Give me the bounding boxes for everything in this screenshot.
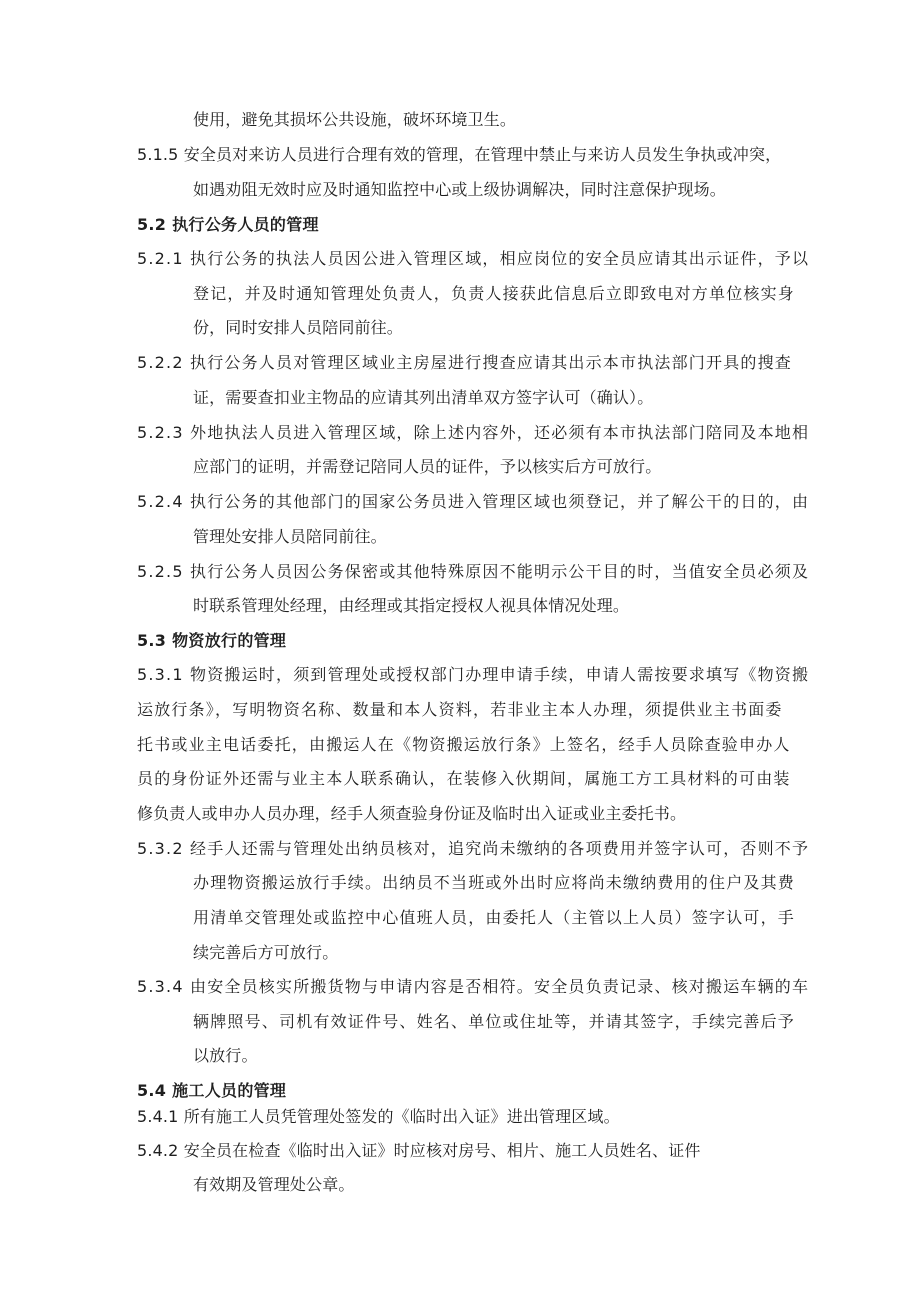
text-line: 5.1.5 安全员对来访人员进行合理有效的管理，在管理中禁止与来访人员发生争执或冲突， [137, 145, 782, 164]
text-line: 以放行。 [193, 1046, 258, 1065]
text-line: 登记，并及时通知管理处负责人，负责人接获此信息后立即致电对方单位核实身 [193, 284, 796, 303]
text-line: 用清单交管理处或监控中心值班人员，由委托人（主管以上人员）签字认可，手 [193, 908, 796, 927]
text-line: 份，同时安排人员陪同前往。 [193, 318, 403, 337]
text-line: 证，需要查扣业主物品的应请其列出清单双方签字认可（确认）。 [193, 388, 654, 407]
text-line: 5.4.2 安全员在检查《临时出入证》时应核对房号、相片、施工人员姓名、证件 [137, 1141, 701, 1160]
text-line: 员的身份证外还需与业主本人联系确认，在装修入伙期间，属施工方工具材料的可由装 [137, 769, 791, 788]
text-line: 5.2.4 执行公务的其他部门的国家公务员进入管理区域也须登记，并了解公干的日的，由 [137, 492, 810, 511]
text-line: 办理物资搬运放行手续。出纳员不当班或外出时应将尚未缴纳费用的住户及其费 [193, 873, 796, 892]
text-line: 续完善后方可放行。 [193, 943, 339, 962]
text-line: 5.3.2 经手人还需与管理处出纳员核对，追究尚未缴纳的各项费用并签字认可，否则不予 [137, 839, 810, 858]
text-line: 5.2.5 执行公务人员因公务保密或其他特殊原因不能明示公干目的时，当值安全员必须及 [137, 562, 810, 581]
text-line: 5.2.1 执行公务的执法人员因公进入管理区域，相应岗位的安全员应请其出示证件，予以 [137, 249, 810, 268]
text-line: 5.3.4 由安全员核实所搬货物与申请内容是否相符。安全员负责记录、核对搬运车辆的车 [137, 977, 810, 996]
text-line: 管理处安排人员陪同前往。 [193, 527, 387, 546]
text-line: 托书或业主电话委托，由搬运人在《物资搬运放行条》上签名，经手人员除查验申办人 [137, 735, 791, 754]
text-line: 辆牌照号、司机有效证件号、姓名、单位或住址等，并请其签字，手续完善后予 [193, 1012, 796, 1031]
text-line: 修负责人或申办人员办理，经手人须查验身份证及临时出入证或业主委托书。 [137, 804, 687, 823]
text-line: 5.2.2 执行公务人员对管理区域业主房屋进行搜查应请其出示本市执法部门开具的搜查 [137, 353, 792, 372]
text-line: 5.3.1 物资搬运时，须到管理处或授权部门办理申请手续，申请人需按要求填写《物资搬 [137, 665, 810, 684]
text-line: 有效期及管理处公章。 [193, 1175, 355, 1194]
text-line: 应部门的证明，并需登记陪同人员的证件，予以核实后方可放行。 [193, 457, 662, 476]
section-heading: 5.2 执行公务人员的管理 [137, 215, 319, 234]
text-line: 运放行条》，写明物资名称、数量和本人资料，若非业主本人办理，须提供业主书面委 [137, 700, 783, 719]
text-line: 5.4.1 所有施工人员凭管理处签发的《临时出入证》进出管理区域。 [137, 1107, 620, 1126]
text-line: 使用，避免其损坏公共设施，破坏环境卫生。 [193, 110, 517, 129]
section-heading: 5.4 施工人员的管理 [137, 1081, 287, 1100]
text-line: 5.2.3 外地执法人员进入管理区域，除上述内容外，还必须有本市执法部门陪同及本地相 [137, 423, 810, 442]
text-line: 如遇劝阻无效时应及时通知监控中心或上级协调解决，同时注意保护现场。 [193, 180, 726, 199]
text-line: 时联系管理处经理，由经理或其指定授权人视具体情况处理。 [193, 596, 630, 615]
section-heading: 5.3 物资放行的管理 [137, 631, 287, 650]
